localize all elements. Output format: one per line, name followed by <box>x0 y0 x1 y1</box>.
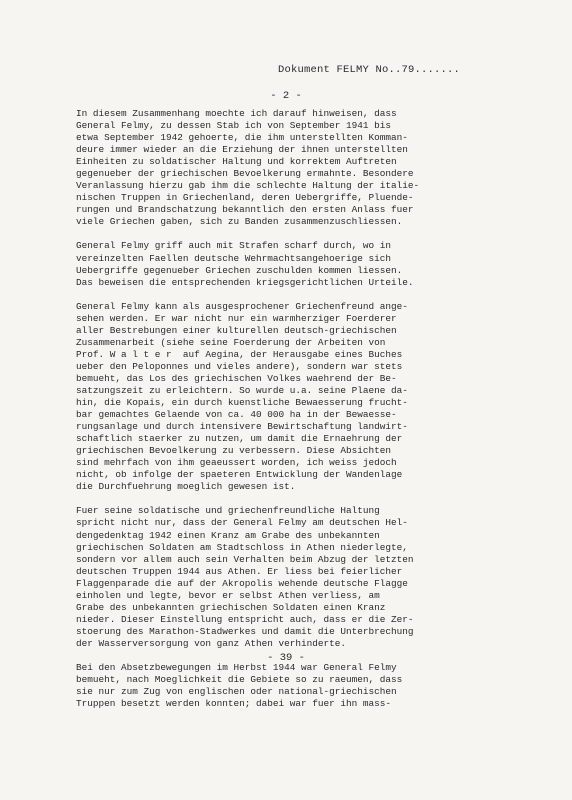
text-line: griechischen Soldaten am Stadtschloss in Athen niederlegte, <box>76 541 408 553</box>
text-line: bemueht, nach Moeglichkeit die Gebiete so zu raeumen, dass <box>76 674 403 686</box>
text-line: viele Griechen gaben, sich zu Banden zusammenzuschliessen. <box>76 216 403 228</box>
text-line: nicht, ob infolge der spaeteren Entwicklung der Wandenlage <box>76 469 403 481</box>
text-line: bemueht, das Los des griechischen Volkes waehrend der Be- <box>76 372 397 384</box>
text-line: sehen werden. Er war nicht nur ein warmherziger Foerderer <box>76 312 397 324</box>
text-line: hin, die Kopais, ein durch kuenstliche Bewaesserung frucht- <box>76 397 408 409</box>
text-line: Grabe des unbekannten griechischen Soldaten einen Kranz <box>76 601 386 613</box>
text-line: ueber den Peloponnes und vieles andere), sondern war stets <box>76 360 403 372</box>
text-line: sie nur zum Zug von englischen oder national-griechischen <box>76 686 397 698</box>
text-line: rungen und Brandschatzung bekanntlich den ersten Anlass fuer <box>76 204 414 216</box>
text-line: Zusammenarbeit (siehe seine Foerderung der Arbeiten von <box>76 336 386 348</box>
text-line: nischen Truppen in Griechenland, deren Uebergriffe, Pluende- <box>76 192 414 204</box>
text-line: stoerung des Marathon-Stadwerkes und damit die Unterbrechung <box>76 625 414 637</box>
paragraph <box>76 108 516 228</box>
paragraph <box>76 662 516 710</box>
text-line: sind mehrfach von ihm geaeussert worden, ich weiss jedoch <box>76 457 397 469</box>
text-line: einholen und legte, bevor er selbst Athen verliess, am <box>76 589 380 601</box>
text-line: nieder. Dieser Einstellung entspricht auch, dass er die Zer- <box>76 613 414 625</box>
text-line: Einheiten zu soldatischer Haltung und korrektem Auftreten <box>76 156 397 168</box>
text-line: Truppen besetzt werden konnten; dabei war fuer ihn mass- <box>76 698 392 710</box>
text-line: etwa September 1942 gehoerte, die ihm unterstellten Komman- <box>76 132 408 144</box>
text-line: vereinzelten Faellen deutsche Wehrmachtsangehoerige sich <box>76 252 392 264</box>
text-line: schaftlich staerker zu nutzen, um damit die Ernaehrung der <box>76 433 403 445</box>
text-line: Das beweisen die entsprechenden kriegsgerichtlichen Urteile. <box>76 276 414 288</box>
page-number: - 39 - <box>267 652 305 664</box>
text-line: bar gemachtes Gelaende von ca. 40 000 ha in der Bewaesse- <box>76 409 397 421</box>
text-line: rungsanlage und durch intensivere Bewirtschaftung landwirt- <box>76 421 408 433</box>
paragraph <box>76 505 516 650</box>
text-line: der Wasserversorgung von ganz Athen verhinderte. <box>76 637 347 649</box>
text-line: General Felmy kann als ausgesprochener Griechenfreund ange- <box>76 300 408 312</box>
document-body <box>76 108 516 722</box>
paragraph <box>76 240 516 288</box>
text-line: satzungszeit zu erleichtern. So wurde u.a. seine Plaene da- <box>76 384 408 396</box>
text-line: deutschen Truppen 1944 aus Athen. Er liess bei feierlicher <box>76 565 403 577</box>
text-line: gegenueber der griechischen Bevoelkerung ermahnte. Besondere <box>76 168 414 180</box>
text-line: deure immer wieder an die Erziehung der ihnen unterstellten <box>76 144 408 156</box>
text-line: In diesem Zusammenhang moechte ich darauf hinweisen, dass <box>76 108 397 119</box>
page-marker: - 2 - <box>270 90 302 102</box>
text-line: Uebergriffe gegenueber Griechen zuschulden kommen liessen. <box>76 264 403 276</box>
text-line: dengedenktag 1942 einen Kranz am Grabe des unbekannten <box>76 529 380 541</box>
text-line: griechischen Bevoelkerung zu verbessern. Diese Absichten <box>76 445 392 457</box>
text-line: Bei den Absetzbewegungen im Herbst 1944 war General Felmy <box>76 661 397 673</box>
text-line: aller Bestrebungen einer kulturellen deutsch-griechischen <box>76 324 397 336</box>
text-line: Flaggenparade die auf der Akropolis wehende deutsche Flagge <box>76 577 408 589</box>
text-line: die Durchfuehrung moeglich gewesen ist. <box>76 481 296 493</box>
text-line: Prof. W a l t e r auf Aegina, der Herausgabe eines Buches <box>76 348 403 360</box>
document-number-header: Dokument FELMY No..79....... <box>278 64 461 76</box>
text-line: Fuer seine soldatische und griechenfreundliche Haltung <box>76 505 380 517</box>
paragraph <box>76 301 516 494</box>
text-line: sondern vor allem auch sein Verhalten beim Abzug der letzten <box>76 553 414 565</box>
text-line: General Felmy, zu dessen Stab ich von September 1941 bis <box>76 120 392 132</box>
text-line: General Felmy griff auch mit Strafen scharf durch, wo in <box>76 240 392 252</box>
text-line: spricht nicht nur, dass der General Felmy am deutschen Hel- <box>76 517 408 529</box>
text-line: Veranlassung hierzu gab ihm die schlechte Haltung der italie- <box>76 180 420 192</box>
